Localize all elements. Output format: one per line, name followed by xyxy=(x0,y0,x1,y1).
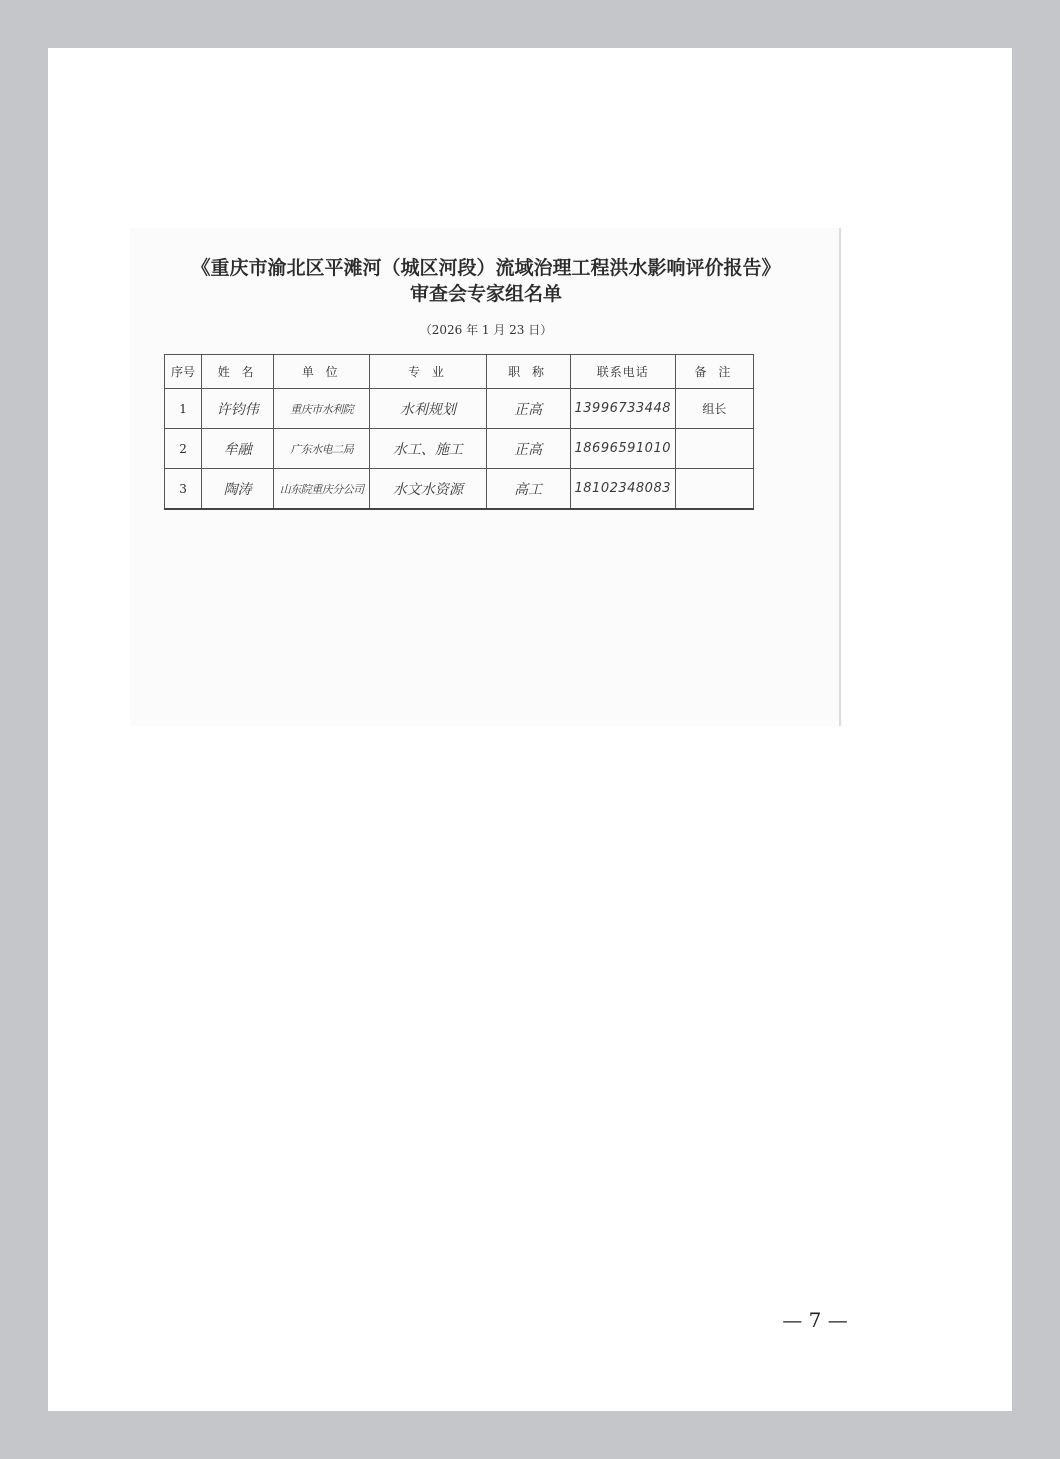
header-title: 职 称 xyxy=(486,355,570,389)
header-specialty: 专 业 xyxy=(370,355,486,389)
cell-name xyxy=(202,389,274,429)
cell-organization xyxy=(274,389,370,429)
handwritten-title: 高工 xyxy=(514,481,543,498)
handwritten-title: 正高 xyxy=(514,401,543,418)
cell-title xyxy=(486,469,570,510)
cell-specialty xyxy=(370,389,486,429)
cell-phone xyxy=(570,389,675,429)
cell-title xyxy=(486,389,570,429)
page-number: — 7 — xyxy=(782,1308,848,1332)
header-phone: 联系电话 xyxy=(570,355,675,389)
handwritten-name: 陶涛 xyxy=(223,481,252,498)
handwritten-name: 牟融 xyxy=(223,441,252,458)
table-row xyxy=(165,389,754,429)
handwritten-organization: 山东院重庆分公司 xyxy=(279,482,364,496)
cell-index: 3 xyxy=(165,469,202,510)
header-name: 姓 名 xyxy=(202,355,274,389)
handwritten-phone: 13996733448 xyxy=(574,401,671,416)
cell-title xyxy=(486,429,570,469)
cell-organization xyxy=(274,429,370,469)
document-title xyxy=(130,255,842,307)
header-organization: 单 位 xyxy=(274,355,370,389)
handwritten-specialty: 水文水资源 xyxy=(392,481,463,498)
header-remarks: 备 注 xyxy=(675,355,753,389)
cell-remarks xyxy=(675,469,753,510)
handwritten-phone: 18696591010 xyxy=(574,441,671,456)
cell-phone xyxy=(570,469,675,510)
cell-remarks xyxy=(675,429,753,469)
cell-specialty xyxy=(370,469,486,510)
cell-organization xyxy=(274,469,370,510)
title-line-1: 《重庆市渝北区平滩河（城区河段）流域治理工程洪水影响评价报告》 xyxy=(191,257,781,279)
table-header-row xyxy=(165,355,754,389)
cell-phone xyxy=(570,429,675,469)
cell-remarks: 组长 xyxy=(675,389,753,429)
handwritten-title: 正高 xyxy=(514,441,543,458)
meeting-date: （2026 年 1 月 23 日） xyxy=(419,323,553,337)
title-line-2: 审查会专家组名单 xyxy=(409,283,562,305)
table-row xyxy=(165,469,754,510)
handwritten-specialty: 水利规划 xyxy=(399,401,456,418)
handwritten-organization: 广东水电二局 xyxy=(290,442,354,456)
cell-index: 2 xyxy=(165,429,202,469)
expert-roster-table xyxy=(164,354,754,510)
cell-name xyxy=(202,429,274,469)
cell-specialty xyxy=(370,429,486,469)
handwritten-phone: 18102348083 xyxy=(574,481,671,496)
table-row xyxy=(165,429,754,469)
header-index: 序号 xyxy=(165,355,202,389)
cell-name xyxy=(202,469,274,510)
handwritten-name: 许钧伟 xyxy=(216,401,259,418)
handwritten-organization: 重庆市水利院 xyxy=(290,402,354,416)
cell-index: 1 xyxy=(165,389,202,429)
handwritten-specialty: 水工、施工 xyxy=(392,441,463,458)
